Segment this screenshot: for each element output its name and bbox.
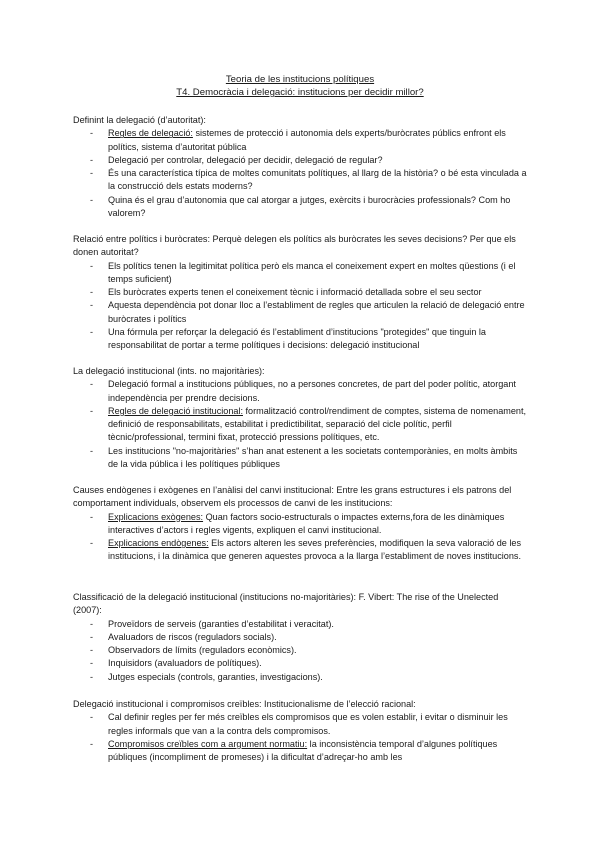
list-item: [73, 631, 528, 644]
bullet-list: [73, 711, 528, 764]
list-item: [73, 511, 528, 538]
item-text: Avaluadors de riscos (reguladors socials).: [108, 631, 277, 642]
list-item: [73, 378, 528, 405]
list-item: [73, 671, 528, 684]
list-item: [73, 445, 528, 472]
bullet-list: [73, 127, 528, 220]
item-text: sistemes de protecció i autonomia dels experts/buròcrates públics enfront els polítics, sistema d’autoritat pública: [108, 128, 506, 152]
document-subtitle: T4. Democràcia i delegació: institucions per decidir millor?: [176, 87, 424, 98]
item-text: Quina és el grau d’autonomia que cal atorgar a jutges, exèrcits i burocràcies professionals? Com ho valorem?: [108, 194, 511, 219]
list-item: [73, 194, 528, 221]
item-lead: Compromisos creïbles com a argument normatiu:: [108, 738, 308, 749]
section-heading: La delegació institucional (ints. no majoritàries):: [73, 366, 265, 376]
item-lead: Explicacions endògenes:: [108, 538, 209, 549]
list-item: [73, 537, 528, 564]
bullet-list: [73, 618, 528, 684]
item-lead: Regles de delegació:: [108, 128, 193, 139]
bullet-list: [73, 378, 528, 471]
section-institutional-delegation: [73, 365, 528, 471]
list-item: [73, 127, 528, 154]
list-item: [73, 711, 528, 738]
section-delegation-definition: [73, 114, 528, 220]
section-heading: Causes endògenes i exògenes en l’anàlisi del canvi institucional: Entre les grans estructures i els patrons del comportament individuals, observem els processos de canvi de les institucions:: [73, 485, 512, 509]
list-item: [73, 657, 528, 670]
item-text: Aquesta dependència pot donar lloc a l’establiment de regles que articulen la relació de delegació entre buròcrates i polítics: [108, 300, 525, 324]
section-politicians-bureaucrats: [73, 233, 528, 353]
bullet-list: [73, 260, 528, 353]
item-text: Els buròcrates experts tenen el coneixement tècnic i informació detallada sobre el seu sector: [108, 287, 482, 298]
section-classification: [73, 591, 528, 684]
item-text: És una característica típica de moltes comunitats polítiques, al llarg de la història? o bé esta vinculada a la construcció dels estats moderns?: [108, 168, 527, 192]
list-item: [73, 167, 528, 194]
document-title: Teoria de les institucions polítiques: [225, 74, 375, 85]
list-item: [73, 405, 528, 445]
list-item: [73, 154, 528, 167]
section-credible-commitments: [73, 698, 528, 764]
item-text: Observadors de límits (reguladors econòmics).: [108, 645, 297, 656]
item-text: Proveïdors de serveis (garanties d’estabilitat i veracitat).: [108, 618, 334, 629]
item-text: formalització control/rendiment de comptes, sistema de nomenament, definició de responsabilitats, estabilitat i predictibilitat, separació del cicle polític, perfil tècnic/professional, termini fixat, protecció pressions polítiques, etc.: [108, 405, 527, 443]
list-item: [73, 299, 528, 326]
item-text: Una fórmula per reforçar la delegació és l’establiment d’institucions "protegides" que tinguin la responsabilitat de portar a terme polítiques i decisions: delegació institucional: [108, 327, 486, 351]
item-text: Cal definir regles per fer més creïbles els compromisos que es volen establir, i evitar o disminuir les regles informals que van a la contra dels compromisos.: [108, 712, 508, 736]
item-text: Jutges especials (controls, garanties, investigacions).: [108, 671, 323, 682]
list-item: [73, 286, 528, 299]
document-titles: [0, 73, 600, 99]
item-text: Delegació per controlar, delegació per decidir, delegació de regular?: [108, 154, 383, 165]
list-item: [73, 326, 528, 353]
list-item: [73, 738, 528, 765]
item-text: Inquisidors (avaluadors de polítiques).: [108, 658, 262, 669]
section-heading: Delegació institucional i compromisos creïbles: Institucionalisme de l’elecció racional:: [73, 699, 416, 709]
list-item: [73, 260, 528, 287]
section-institutional-change: [73, 484, 528, 564]
item-text: Els actors alteren les seves preferències, modifiquen la seva valoració de les institucions, i la dinàmica que generen aquestes provoca a la llarga l’establiment de noves institucions.: [108, 538, 521, 562]
item-text: Les institucions "no-majoritàries" s’han anat estenent a les societats contemporànies, en molts àmbits de la vida pública i les polítiques públiques: [108, 445, 518, 470]
item-lead: Explicacions exògenes:: [108, 511, 204, 522]
bullet-list: [73, 511, 528, 564]
section-heading: Relació entre polítics i buròcrates: Perquè delegen els polítics als buròcrates les seves decisions? Per que els donen autoritat?: [73, 234, 516, 258]
item-text: Delegació formal a institucions públiques, no a persones concretes, de part del poder polític, atorgant independència per prendre decisions.: [108, 379, 516, 403]
section-heading: Classificació de la delegació institucional (institucions no-majoritàries): F. Vibert: The rise of the Unelected (2007):: [73, 592, 499, 616]
list-item: [73, 618, 528, 631]
item-text: la inconsistència temporal d’algunes polítiques públiques (incompliment de promeses) i la dificultat d’adreçar-ho amb les: [108, 738, 498, 763]
item-lead: Regles de delegació institucional:: [108, 405, 243, 416]
item-text: Els polítics tenen la legitimitat política però els manca el coneixement expert en moltes qüestions (i el temps suficient): [108, 260, 516, 284]
list-item: [73, 644, 528, 657]
item-text: Quan factors socio-estructurals o impactes externs,fora de les dinàmiques interactives d’actors i regles vigents, expliquen el canvi institucional.: [108, 511, 505, 535]
section-heading: Definint la delegació (d’autoritat):: [73, 115, 206, 125]
